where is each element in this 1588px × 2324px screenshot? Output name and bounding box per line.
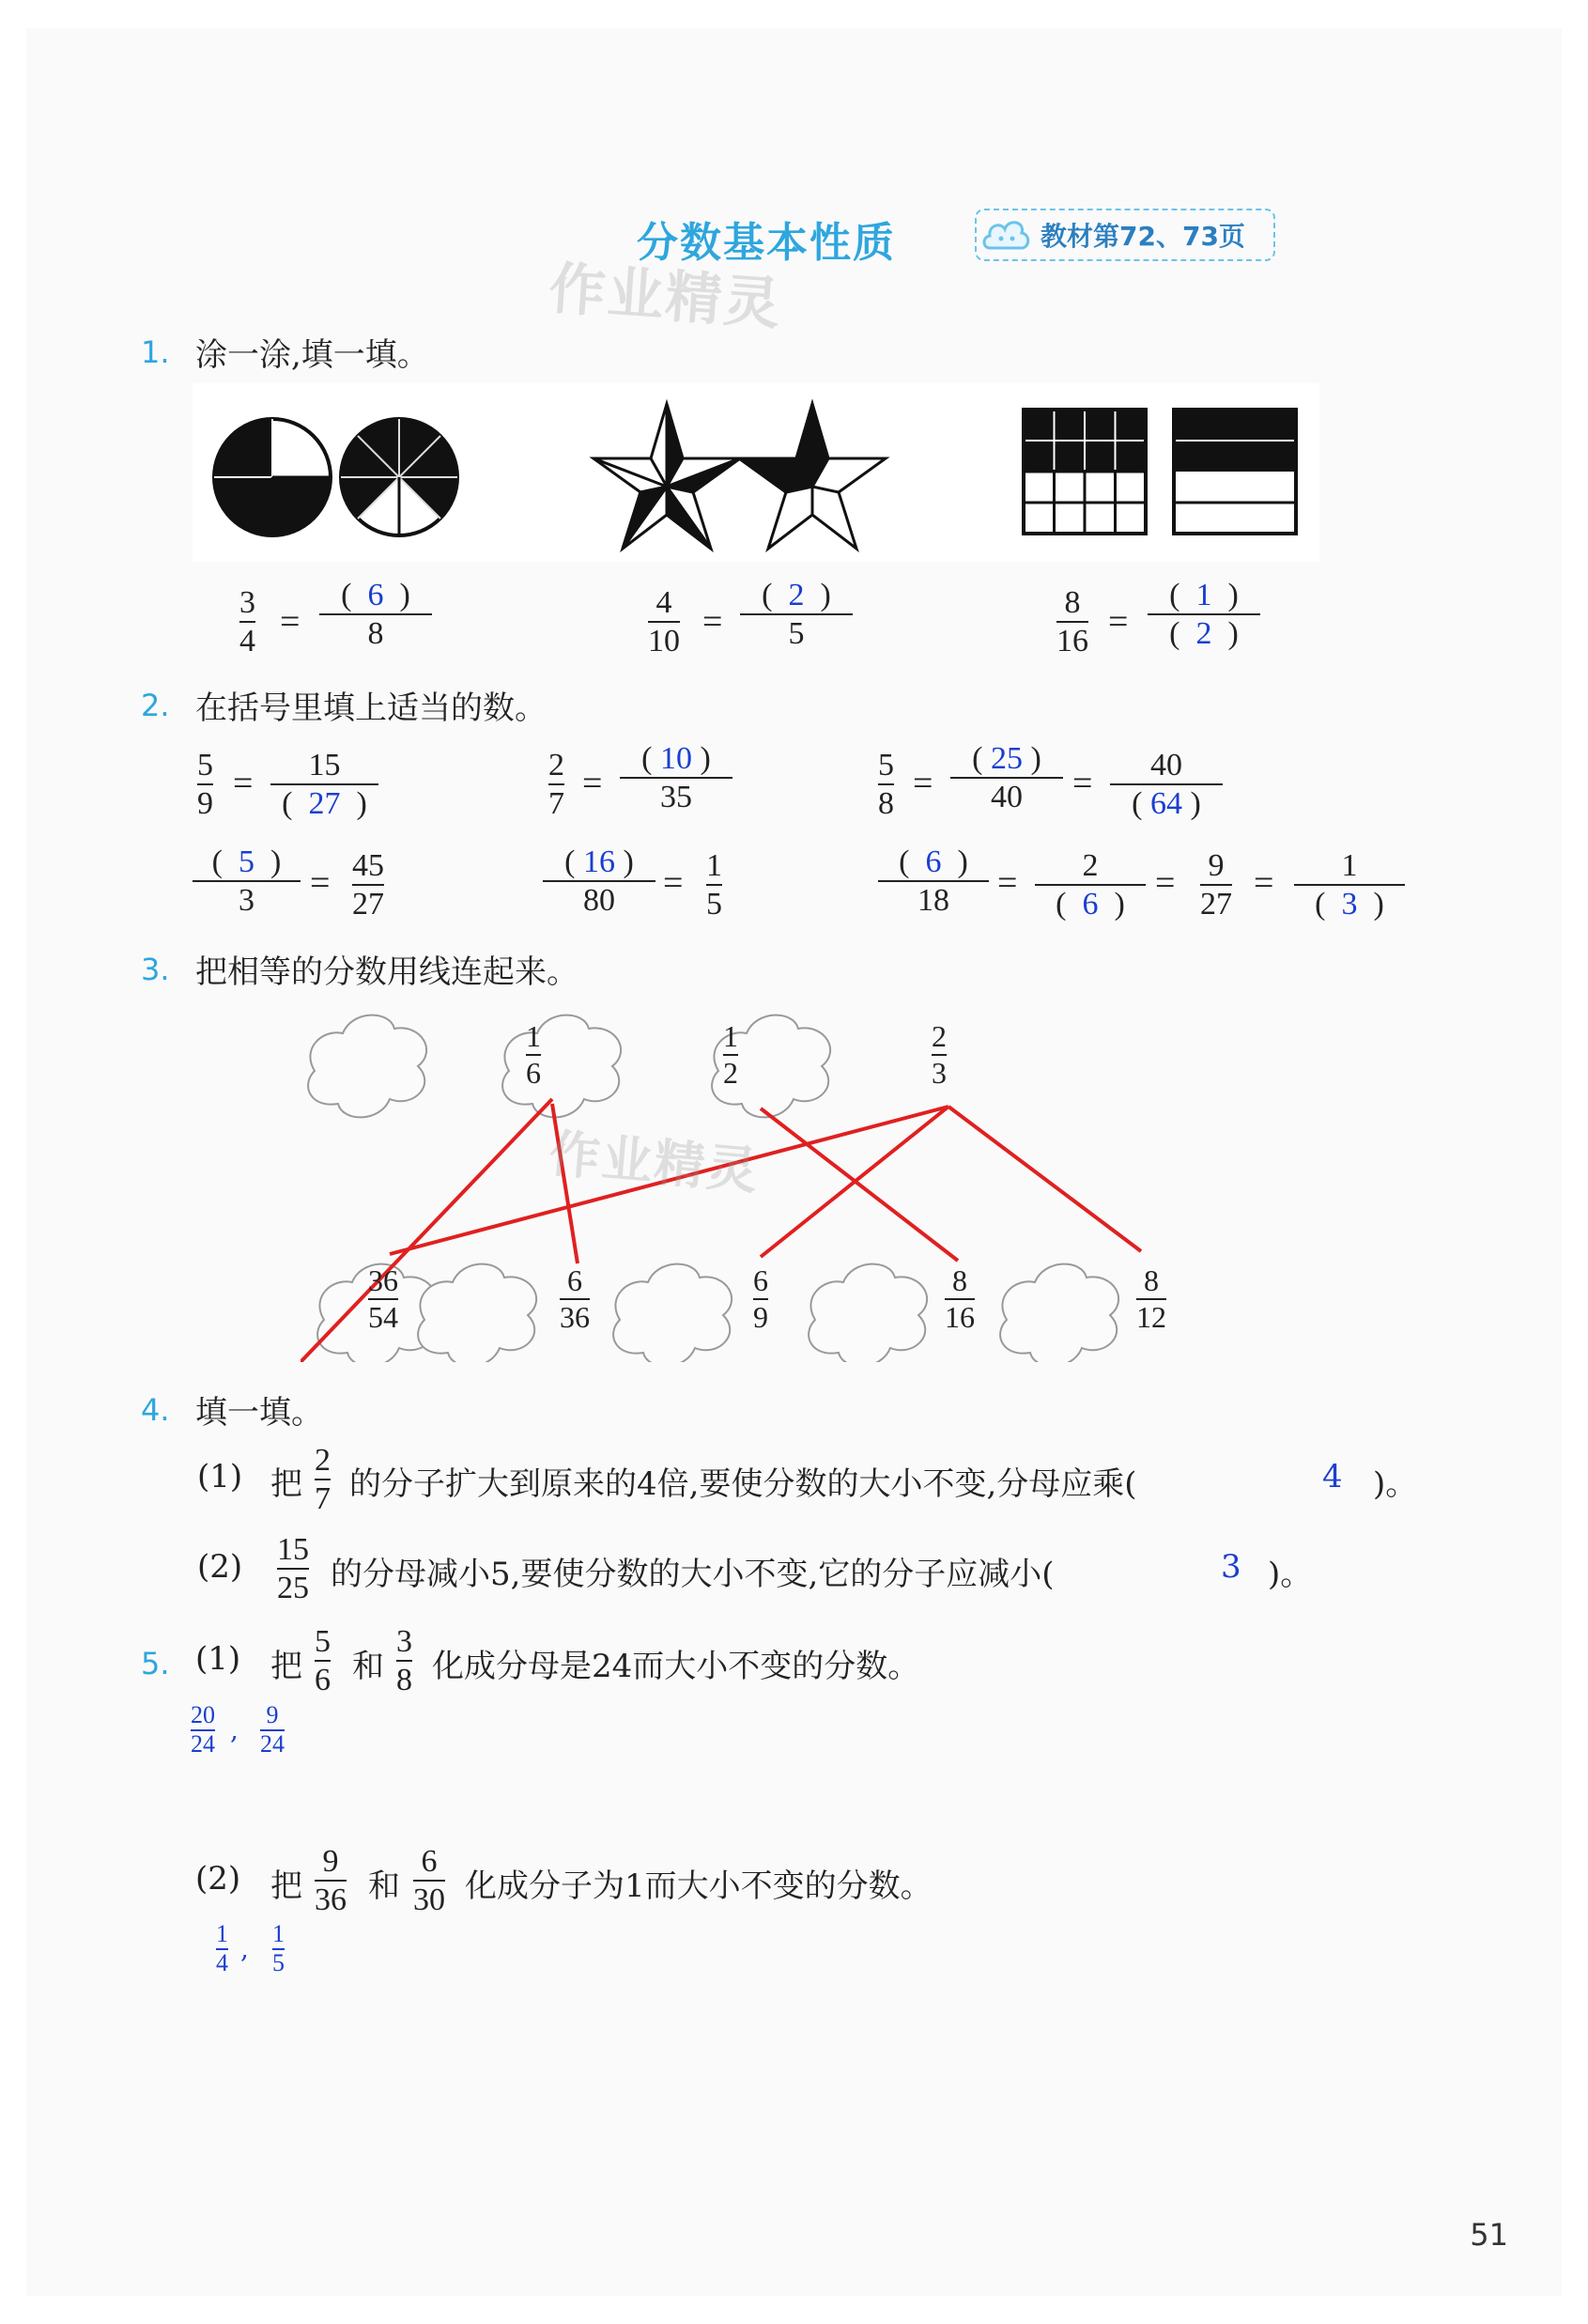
q2-r2c-fraction-3: 9 27 (1200, 848, 1232, 922)
question-3-text: 把相等的分数用线连起来。 (195, 953, 578, 991)
q5-part1-fraction-2: 3 8 (396, 1624, 412, 1698)
q5-part1-pre: 把 (270, 1648, 302, 1685)
equals-sign: = (702, 602, 723, 642)
page-number: 51 (1470, 2217, 1508, 2253)
q2-r1a-fraction-2: 15 ( 27 ) (270, 747, 378, 822)
q2-r2b-fraction-1: ( 16 ) 80 (543, 844, 655, 919)
equals-sign: = (913, 764, 933, 803)
leaf-fraction-bottom-5: 8 12 (1136, 1263, 1166, 1334)
q4-part1-answer: 4 (1322, 1458, 1343, 1495)
answer-value: 1 (1195, 578, 1212, 612)
answer-value: 3 (1341, 887, 1358, 922)
equals-sign: = (310, 863, 331, 903)
answer-value: 5 (239, 844, 254, 879)
q5-part2-fraction-1: 9 36 (315, 1844, 347, 1918)
q5-part2-text: 化成分子为1而大小不变的分数。 (465, 1867, 933, 1905)
q2-r1c-fraction-2: ( 25 ) 40 (950, 740, 1063, 815)
answer-value: 16 (583, 844, 615, 879)
leaf-fraction-bottom-3: 6 9 (753, 1263, 768, 1334)
q2-r1b-fraction-1: 2 7 (548, 748, 564, 822)
question-5-number: 5. (141, 1646, 170, 1681)
q4-part2-end: )。 (1268, 1556, 1313, 1593)
q2-r2c-fraction-1: ( 6 ) 18 (878, 844, 989, 919)
q2-r2b-fraction-2: 1 5 (706, 848, 722, 922)
answer-value: 64 (1150, 786, 1182, 822)
textbook-reference: 教材第72、73页 (1041, 221, 1245, 252)
q2-r2c-fraction-2: 2 ( 6 ) (1035, 847, 1146, 922)
q1-eq1-left-fraction: 3 4 (239, 585, 255, 659)
q5-part1-label: (1) (195, 1640, 241, 1678)
q5-part2-answer-2: 1 5 (272, 1920, 285, 1976)
equals-sign: = (663, 863, 684, 903)
answer-value: 27 (308, 786, 341, 822)
equals-sign: = (233, 764, 254, 803)
cloud-icon (980, 210, 1033, 263)
q1-eq3-right-fraction: ( 1 ) ( 2 ) (1148, 577, 1260, 652)
q5-part1-fraction-1: 5 6 (315, 1624, 331, 1698)
equals-sign: = (280, 602, 301, 642)
q4-part1-text: 的分子扩大到原来的4倍,要使分数的大小不变,分母应乘( (349, 1465, 1137, 1503)
match-line (948, 1107, 1141, 1251)
q5-part1-answer-1: 20 24 (191, 1701, 215, 1758)
q2-r1b-fraction-2: ( 10 ) 35 (620, 740, 732, 815)
q4-part2-text: 的分母减小5,要使分数的大小不变,它的分子应减小( (331, 1556, 1055, 1593)
q1-eq3-left-fraction: 8 16 (1056, 585, 1088, 659)
q2-r2a-fraction-1: ( 5 ) 3 (193, 844, 301, 919)
grid-halves-shape (1174, 410, 1296, 534)
q1-figures (193, 383, 1319, 562)
question-1-text: 涂一涂,填一填。 (195, 336, 429, 374)
question-2-text: 在括号里填上适当的数。 (195, 689, 547, 727)
circle-eighths-shape (341, 419, 457, 535)
leaf-fraction-top-1: 1 6 (526, 1019, 541, 1090)
q4-part1-fraction: 2 7 (315, 1443, 331, 1517)
q5-part1-and: 和 (352, 1648, 384, 1685)
q4-part1-pre: 把 (270, 1465, 302, 1503)
q5-part2-and: 和 (368, 1867, 400, 1905)
q5-part2-label: (2) (195, 1860, 241, 1898)
q5-part1-answer-2: 9 24 (260, 1701, 285, 1758)
answer-value: 2 (1195, 616, 1212, 652)
equals-sign: = (997, 863, 1018, 903)
leaf-fraction-bottom-4: 8 16 (945, 1263, 975, 1334)
question-2-number: 2. (141, 688, 170, 723)
answer-value: 6 (1082, 887, 1099, 922)
q5-part2-fraction-2: 6 30 (413, 1844, 445, 1918)
leaf-fraction-top-3: 2 3 (932, 1019, 947, 1090)
q2-r1c-fraction-1: 5 8 (878, 748, 894, 822)
q4-part1-end: )。 (1373, 1465, 1418, 1503)
equals-sign: = (1108, 602, 1129, 642)
q5-part1-separator: , (230, 1714, 239, 1745)
leaf-fraction-bottom-1: 36 54 (368, 1263, 398, 1334)
grid-sixteenths-shape (1024, 410, 1146, 534)
watermark-logo: 作业精灵 (547, 1123, 762, 1201)
equals-sign: = (1155, 863, 1176, 903)
q2-r1c-fraction-3: 40 ( 64 ) (1110, 747, 1223, 822)
q5-part1-text: 化成分母是24而大小不变的分数。 (432, 1648, 920, 1685)
q1-eq2-left-fraction: 4 10 (648, 585, 680, 659)
q5-part2-pre: 把 (270, 1867, 302, 1905)
question-4-number: 4. (141, 1392, 170, 1428)
answer-value: 25 (991, 741, 1023, 776)
answer-value: 2 (788, 578, 805, 612)
watermark-logo: 作业精灵 (547, 256, 784, 338)
q1-eq2-right-fraction: ( 2 ) 5 (740, 577, 853, 652)
page-title: 分数基本性质 (637, 219, 896, 267)
question-3-number: 3. (141, 952, 170, 987)
question-4-text: 填一填。 (195, 1394, 323, 1432)
q2-r1a-fraction-1: 5 9 (197, 748, 213, 822)
q4-part2-answer: 3 (1221, 1548, 1241, 1586)
equals-sign: = (1072, 764, 1093, 803)
match-lines (301, 1005, 1240, 1362)
equals-sign: = (1254, 863, 1274, 903)
leaf-fraction-bottom-2: 6 36 (560, 1263, 590, 1334)
answer-value: 10 (660, 741, 692, 776)
circle-quarters-shape (214, 419, 331, 535)
q5-part2-separator: , (240, 1933, 249, 1964)
answer-value: 6 (925, 844, 942, 879)
q5-part2-answer-1: 1 4 (216, 1920, 228, 1976)
answer-value: 6 (367, 578, 384, 612)
question-1-number: 1. (141, 334, 170, 370)
q4-part1-label: (1) (197, 1458, 243, 1495)
leaf-fraction-top-2: 1 2 (723, 1019, 738, 1090)
q4-part2-label: (2) (197, 1548, 243, 1586)
equals-sign: = (582, 764, 603, 803)
q1-eq1-right-fraction: ( 6 ) 8 (319, 577, 432, 652)
q2-r2c-fraction-4: 1 ( 3 ) (1294, 847, 1405, 922)
q2-r2a-fraction-2: 45 27 (352, 848, 384, 922)
q4-part2-fraction: 15 25 (277, 1532, 309, 1606)
